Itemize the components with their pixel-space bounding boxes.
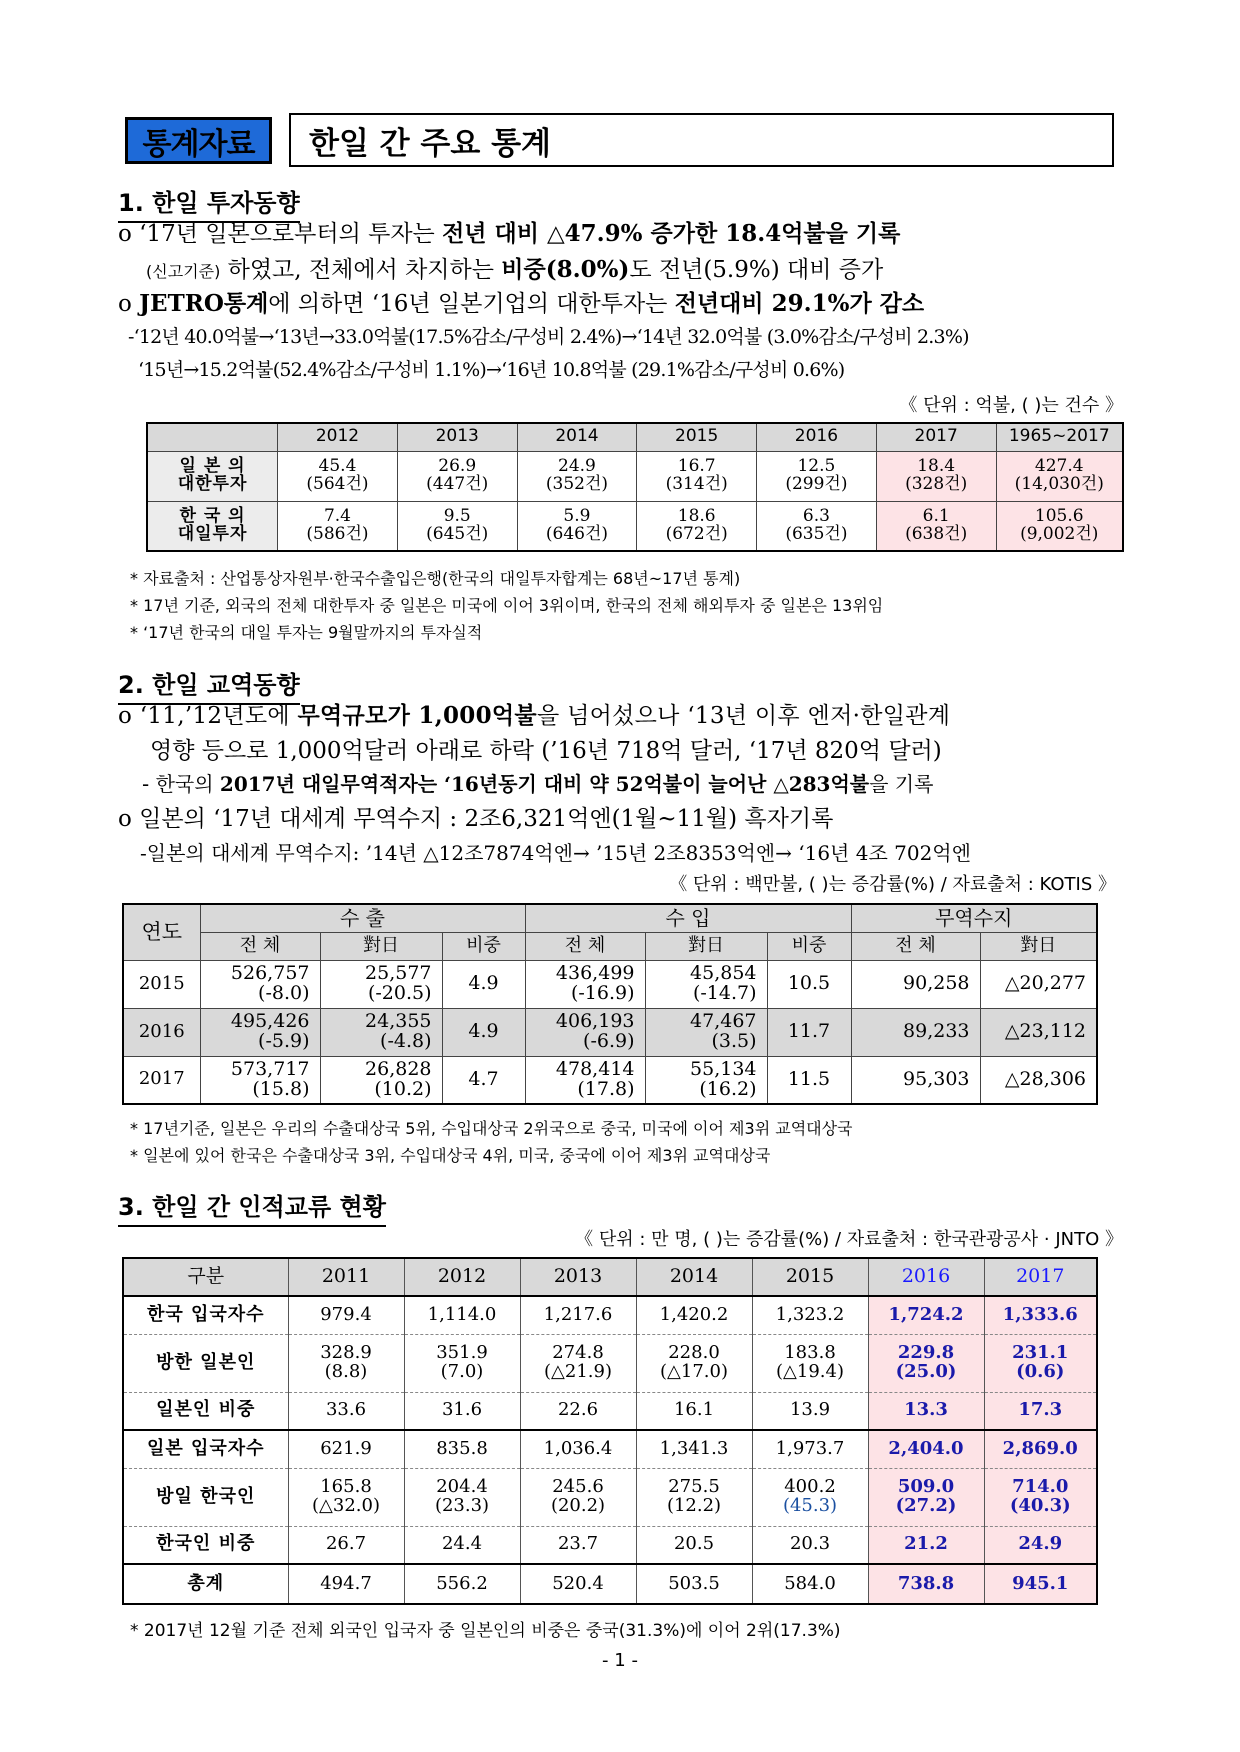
t3-cell-highlight: 229.8 (25.0) <box>868 1334 984 1392</box>
s1-b1-text-d: 하였고, 전체에서 차지하는 <box>220 257 502 283</box>
s1-note: * ‘17년 한국의 대일 투자는 9월말까지의 투자실적 <box>130 623 483 642</box>
t3-cell: 20.5 <box>636 1526 752 1564</box>
t1-cell-highlight: 105.6 (9,002건) <box>996 501 1123 551</box>
t3-cell-highlight: 714.0 (40.3) <box>984 1468 1097 1526</box>
t2-cell: 95,303 <box>851 1056 980 1104</box>
s1-bullet-1 <box>118 222 900 246</box>
t2-cell: 11.7 <box>767 1008 851 1056</box>
t1-cell-highlight: 18.4 (328건) <box>876 451 996 501</box>
s2-sub1-text-b: 2017년 대일무역적자는 ‘16년동기 대비 약 52억불이 늘어난 △283억불 <box>219 772 870 796</box>
t2-year: 2015 <box>123 960 200 1008</box>
s2-sub1-text-a: - 한국의 <box>142 772 220 796</box>
s2-b1-text-c: 을 넘어섰으나 ‘13년 이후 엔저·한일관계 <box>536 703 951 729</box>
t3-cell: 1,420.2 <box>636 1296 752 1334</box>
t3-row-label: 일본 입국자수 <box>123 1430 288 1468</box>
t3-cell: 1,036.4 <box>520 1430 636 1468</box>
t3-cell-highlight: 2,869.0 <box>984 1430 1097 1468</box>
s1-b1-text-f: 도 전년(5.9%) 대비 증가 <box>629 257 884 283</box>
t3-cell: 183.8 (△19.4) <box>752 1334 868 1392</box>
t1-row-korea-to-japan <box>147 501 1123 551</box>
section-tag: 통계자료 <box>125 117 272 164</box>
t2-cell: 55,134 (16.2) <box>645 1056 767 1104</box>
t3-cell: 165.8 (△32.0) <box>288 1468 404 1526</box>
t3-cell: 23.7 <box>520 1526 636 1564</box>
t3-cell: 274.8 (△21.9) <box>520 1334 636 1392</box>
t2-cell: 26,828 (10.2) <box>320 1056 442 1104</box>
t3-label-header: 구분 <box>123 1258 288 1296</box>
t1-cell: 12.5 (299건) <box>757 451 877 501</box>
s1-b2-text-d: 전년대비 29.1%가 감소 <box>674 290 925 317</box>
t3-cell-highlight: 13.3 <box>868 1392 984 1430</box>
t3-cell: 400.2 (45.3) <box>752 1468 868 1526</box>
s1-bullet-2 <box>118 292 924 316</box>
t3-cell: 24.4 <box>404 1526 520 1564</box>
t3-cell: 1,973.7 <box>752 1430 868 1468</box>
t2-cell: 406,193 (-6.9) <box>525 1008 645 1056</box>
t1-year-header: 2015 <box>637 423 757 451</box>
t3-cell: 22.6 <box>520 1392 636 1430</box>
t2-subheader: 對日 <box>980 932 1097 960</box>
t3-cell: 13.9 <box>752 1392 868 1430</box>
t3-cell: 621.9 <box>288 1430 404 1468</box>
t1-label-line: 대일투자 <box>177 523 248 544</box>
t2-subheader: 전 체 <box>525 932 645 960</box>
t2-cell: 4.9 <box>442 1008 525 1056</box>
s2-unit-note: 《 단위 : 백만불, ( )는 증감률(%) / 자료출처 : KOTIS 》 <box>669 874 1116 895</box>
t3-total-row <box>123 1564 1097 1604</box>
t2-balance-header: 무역수지 <box>851 904 1097 932</box>
t1-corner <box>147 423 278 451</box>
t3-row-label: 방일 한국인 <box>123 1468 288 1526</box>
s1-bullet-1-cont <box>146 258 883 282</box>
s2-note: * 일본에 있어 한국은 수출대상국 3위, 수입대상국 4위, 미국, 중국에 이어 제3위 교역대상국 <box>130 1146 771 1165</box>
t3-cell: 835.8 <box>404 1430 520 1468</box>
t1-label-line: 일 본 의 <box>179 456 246 477</box>
t2-subheader: 전 체 <box>200 932 320 960</box>
s2-b1-text-a: o ‘11,’12년도에 <box>118 703 298 729</box>
t1-year-header: 2012 <box>278 423 398 451</box>
t2-subheader: 전 체 <box>851 932 980 960</box>
s1-b1-text-b: 전년 대비 △47.9% 증가한 18.4억불을 기록 <box>442 220 901 247</box>
t2-cell: 573,717 (15.8) <box>200 1056 320 1104</box>
t3-row-label: 한국인 비중 <box>123 1526 288 1564</box>
t1-cell-highlight: 427.4 (14,030건) <box>996 451 1123 501</box>
t3-year-header: 2011 <box>288 1258 404 1296</box>
trade-table <box>122 903 1098 1105</box>
t2-year: 2016 <box>123 1008 200 1056</box>
t2-row <box>123 1056 1097 1104</box>
t3-row <box>123 1296 1097 1334</box>
s2-bullet-1-cont: 영향 등으로 1,000억달러 아래로 하락 (’16년 718억 달러, ‘17년 820억 달러) <box>150 738 942 764</box>
t1-cell: 6.3 (635건) <box>757 501 877 551</box>
t3-cell: 351.9 (7.0) <box>404 1334 520 1392</box>
section-2-heading: 2. 한일 교역동향 <box>118 665 300 705</box>
t3-cell: 503.5 <box>636 1564 752 1604</box>
t3-cell: 494.7 <box>288 1564 404 1604</box>
s1-b2-text-b: JETRO통계 <box>139 290 269 317</box>
t2-cell: 11.5 <box>767 1056 851 1104</box>
t1-label-line: 대한투자 <box>177 474 248 494</box>
t1-cell: 26.9 (447건) <box>397 451 517 501</box>
t1-cell-highlight: 6.1 (638건) <box>876 501 996 551</box>
s1-b2-text-c: 에 의하면 ‘16년 일본기업의 대한투자는 <box>268 291 675 317</box>
t3-cell-highlight: 945.1 <box>984 1564 1097 1604</box>
s2-b1-text-b: 무역규모가 1,000억불 <box>297 702 537 729</box>
t2-subheader: 비중 <box>442 932 525 960</box>
t3-cell: 204.4 (23.3) <box>404 1468 520 1526</box>
t2-cell: 526,757 (-8.0) <box>200 960 320 1008</box>
t2-cell: 45,854 (-14.7) <box>645 960 767 1008</box>
t3-cell-highlight: 231.1 (0.6) <box>984 1334 1097 1392</box>
s1-b1-text-a: o ‘17년 일본으로부터의 투자는 <box>118 221 443 247</box>
t3-cell-highlight: 17.3 <box>984 1392 1097 1430</box>
t2-cell: 89,233 <box>851 1008 980 1056</box>
t2-cell: 4.7 <box>442 1056 525 1104</box>
s1-b2-text-a: o <box>118 291 140 317</box>
s1-unit-note: 《 단위 : 억불, ( )는 건수 》 <box>899 395 1123 416</box>
t3-cell: 1,323.2 <box>752 1296 868 1334</box>
t3-year-header: 2016 <box>868 1258 984 1296</box>
t2-row <box>123 960 1097 1008</box>
t1-cell: 45.4 (564건) <box>278 451 398 501</box>
t3-cell-highlight: 2,404.0 <box>868 1430 984 1468</box>
s3-note: * 2017년 12월 기준 전체 외국인 입국자 중 일본인의 비중은 중국(31.3%)에 이어 2위(17.3%) <box>130 1621 841 1641</box>
t3-cell: 979.4 <box>288 1296 404 1334</box>
t2-year: 2017 <box>123 1056 200 1104</box>
t3-cell: 584.0 <box>752 1564 868 1604</box>
t3-row <box>123 1526 1097 1564</box>
exchange-table <box>122 1257 1098 1605</box>
t3-row <box>123 1334 1097 1392</box>
t3-cell: 1,114.0 <box>404 1296 520 1334</box>
t2-import-header: 수 입 <box>525 904 851 932</box>
t1-cell: 18.6 (672건) <box>637 501 757 551</box>
t1-year-header: 2017 <box>876 423 996 451</box>
s1-note: * 자료출처 : 산업통상자원부·한국수출입은행(한국의 대일투자합계는 68년~17년 통계) <box>130 569 741 588</box>
t2-subheader: 對日 <box>320 932 442 960</box>
t3-row-label: 총계 <box>123 1564 288 1604</box>
t2-cell: △28,306 <box>980 1056 1097 1104</box>
t1-cell: 16.7 (314건) <box>637 451 757 501</box>
t2-cell: 24,355 (-4.8) <box>320 1008 442 1056</box>
s1-b1-text-e: 비중(8.0%) <box>501 256 630 283</box>
t3-cell-highlight: 509.0 (27.2) <box>868 1468 984 1526</box>
t2-cell: 478,414 (17.8) <box>525 1056 645 1104</box>
t2-subheader: 비중 <box>767 932 851 960</box>
t3-cell: 228.0 (△17.0) <box>636 1334 752 1392</box>
t2-cell: △20,277 <box>980 960 1097 1008</box>
t3-cell-highlight: 1,333.6 <box>984 1296 1097 1334</box>
t2-cell: 90,258 <box>851 960 980 1008</box>
t3-row <box>123 1430 1097 1468</box>
section-1-heading: 1. 한일 투자동향 <box>118 183 300 223</box>
t3-cell: 20.3 <box>752 1526 868 1564</box>
investment-table <box>146 422 1124 552</box>
t1-cell: 9.5 (645건) <box>397 501 517 551</box>
s2-bullet-1 <box>118 704 950 728</box>
t3-cell: 33.6 <box>288 1392 404 1430</box>
t2-cell: 436,499 (-16.9) <box>525 960 645 1008</box>
t3-year-header: 2014 <box>636 1258 752 1296</box>
t2-cell: △23,112 <box>980 1008 1097 1056</box>
t2-subheader: 對日 <box>645 932 767 960</box>
t1-cell: 7.4 (586건) <box>278 501 398 551</box>
t2-year-header: 연도 <box>123 904 200 960</box>
t3-cell: 1,341.3 <box>636 1430 752 1468</box>
t3-cell-highlight: 21.2 <box>868 1526 984 1564</box>
t2-row <box>123 1008 1097 1056</box>
t1-year-header: 2014 <box>517 423 637 451</box>
t3-cell: 520.4 <box>520 1564 636 1604</box>
t3-cell: 26.7 <box>288 1526 404 1564</box>
section-3-heading: 3. 한일 간 인적교류 현황 <box>118 1187 386 1227</box>
s2-sub-1 <box>142 774 933 794</box>
t2-cell: 10.5 <box>767 960 851 1008</box>
s2-note: * 17년기준, 일본은 우리의 수출대상국 5위, 수입대상국 2위국으로 중국, 미국에 이어 제3위 교역대상국 <box>130 1119 853 1138</box>
s2-sub-2: -일본의 대세계 무역수지: ’14년 △12조7874억엔→ ’15년 2조8353억엔→ ‘16년 4조 702억엔 <box>140 841 971 865</box>
t3-row-label: 한국 입국자수 <box>123 1296 288 1334</box>
s1-sub-1: -‘12년 40.0억불→‘13년→33.0억불(17.5%감소/구성비 2.4%)→‘14년 32.0억불 (3.0%감소/구성비 2.3%) <box>128 326 969 348</box>
s2-sub1-text-c: 을 기록 <box>869 772 934 796</box>
t1-year-header: 2016 <box>757 423 877 451</box>
t2-cell: 495,426 (-5.9) <box>200 1008 320 1056</box>
page-title: 한일 간 주요 통계 <box>289 113 1114 167</box>
t1-label-line: 한 국 의 <box>179 505 246 526</box>
t2-cell: 4.9 <box>442 960 525 1008</box>
t2-export-header: 수 출 <box>200 904 525 932</box>
t1-row-japan-to-korea <box>147 451 1123 501</box>
t3-cell-highlight: 1,724.2 <box>868 1296 984 1334</box>
t3-cell: 328.9 (8.8) <box>288 1334 404 1392</box>
s3-unit-note: 《 단위 : 만 명, ( )는 증감률(%) / 자료출처 : 한국관광공사 · JNTO 》 <box>575 1229 1123 1250</box>
t1-year-header: 1965~2017 <box>996 423 1123 451</box>
t1-cell: 5.9 (646건) <box>517 501 637 551</box>
t3-row-label: 일본인 비중 <box>123 1392 288 1430</box>
s1-note: * 17년 기준, 외국의 전체 대한투자 중 일본은 미국에 이어 3위이며, 한국의 전체 해외투자 중 일본은 13위임 <box>130 596 884 615</box>
t3-cell: 1,217.6 <box>520 1296 636 1334</box>
t1-row-label <box>147 451 278 501</box>
t3-year-header: 2017 <box>984 1258 1097 1296</box>
s1-b1-text-c: (신고기준) <box>146 262 221 281</box>
s1-sub-2: ‘15년→15.2억불(52.4%감소/구성비 1.1%)→‘16년 10.8억불 (29.1%감소/구성비 0.6%) <box>138 359 845 381</box>
t1-row-label <box>147 501 278 551</box>
t3-cell: 556.2 <box>404 1564 520 1604</box>
t3-cell: 275.5 (12.2) <box>636 1468 752 1526</box>
s2-bullet-2: o 일본의 ‘17년 대세계 무역수지 : 2조6,321억엔(1월~11월) 흑자기록 <box>118 806 834 832</box>
t3-row <box>123 1392 1097 1430</box>
t3-cell: 16.1 <box>636 1392 752 1430</box>
t3-cell-highlight: 738.8 <box>868 1564 984 1604</box>
t2-cell: 25,577 (-20.5) <box>320 960 442 1008</box>
t1-year-header: 2013 <box>397 423 517 451</box>
t3-cell-highlight: 24.9 <box>984 1526 1097 1564</box>
t3-row <box>123 1468 1097 1526</box>
t3-cell: 31.6 <box>404 1392 520 1430</box>
t3-year-header: 2013 <box>520 1258 636 1296</box>
t3-year-header: 2012 <box>404 1258 520 1296</box>
t3-row-label: 방한 일본인 <box>123 1334 288 1392</box>
t3-year-header: 2015 <box>752 1258 868 1296</box>
t2-cell: 47,467 (3.5) <box>645 1008 767 1056</box>
t3-cell: 245.6 (20.2) <box>520 1468 636 1526</box>
t1-cell: 24.9 (352건) <box>517 451 637 501</box>
page-number: - 1 - <box>602 1650 638 1671</box>
